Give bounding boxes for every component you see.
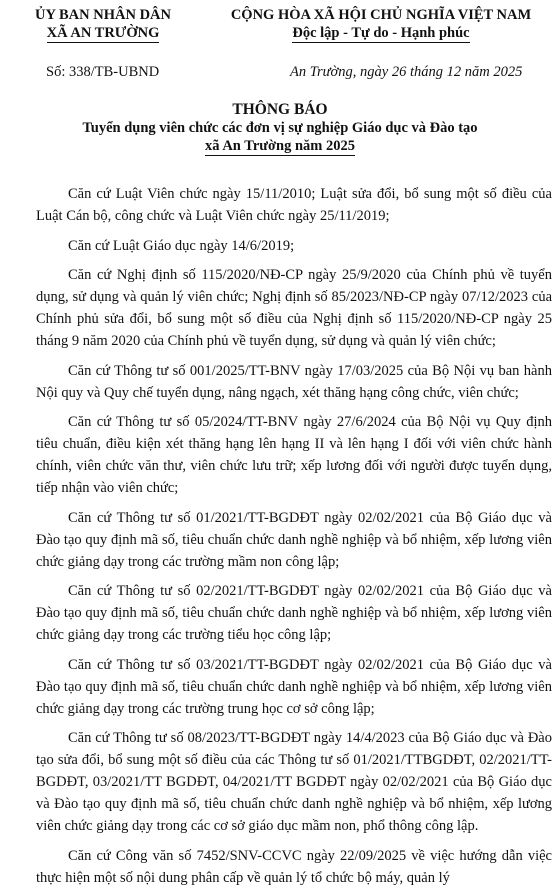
legal-basis-paragraph: Căn cứ Thông tư số 01/2021/TT-BGDĐT ngày 02/02/2021 của Bộ Giáo dục và Đào tạo quy định mã số, tiêu chuẩn chức danh nghề nghiệp và bổ nhiệm, xếp lương viên chức giảng dạy trong các trường mầm non công lập; <box>36 509 552 570</box>
document-body <box>36 183 552 896</box>
document-date: An Trường, ngày 26 tháng 12 năm 2025 <box>290 64 523 80</box>
legal-basis-paragraph: Căn cứ Công văn số 7452/SNV-CCVC ngày 22/09/2025 về việc hướng dẫn việc thực hiện một số nội dung phân cấp về quản lý tổ chức bộ máy, quản lý <box>36 847 552 886</box>
document-number: Số: 338/TB-UBND <box>46 64 160 80</box>
motto-line-1: CỘNG HÒA XÃ HỘI CHỦ NGHĨA VIỆT NAM <box>230 7 532 23</box>
legal-basis-paragraph: Căn cứ Thông tư số 001/2025/TT-BNV ngày 17/03/2025 của Bộ Nội vụ ban hành Nội quy và Quy chế tuyển dụng, nâng ngạch, xét thăng hạng công chức, viên chức; <box>36 362 552 401</box>
title-line-1: THÔNG BÁO <box>232 101 328 118</box>
legal-basis-paragraph: Căn cứ Nghị định số 115/2020/NĐ-CP ngày 25/9/2020 của Chính phủ về tuyển dụng, sử dụng và quản lý viên chức; Nghị định số 85/2023/NĐ-CP ngày 07/12/2023 của Chính phủ sửa đổi, bổ sung một số điều của Nghị định số 115/2020/NĐ-CP ngày 25 tháng 9 năm 2020 của Chính phủ về tuyển dụng, sử dụng và quản lý viên chức; <box>36 267 552 349</box>
legal-basis-paragraph: Căn cứ Thông tư số 05/2024/TT-BNV ngày 27/6/2024 của Bộ Nội vụ Quy định tiêu chuẩn, điều kiện xét thăng hạng lên hạng II và lên hạng I đối với viên chức hành chính, viên chức văn thư, viên chức lưu trữ; xếp lương đối với người được tuyển dụng, tiếp nhận vào viên chức; <box>36 414 552 496</box>
title-line-2: Tuyển dụng viên chức các đơn vị sự nghiệp Giáo dục và Đào tạo <box>82 120 478 136</box>
legal-basis-paragraph: Căn cứ Luật Giáo dục ngày 14/6/2019; <box>68 237 295 254</box>
legal-basis-paragraph: Căn cứ Thông tư số 02/2021/TT-BGDĐT ngày 02/02/2021 của Bộ Giáo dục và Đào tạo quy định mã số, tiêu chuẩn chức danh nghề nghiệp và bổ nhiệm, xếp lương viên chức giảng dạy trong các trường tiểu học công lập; <box>36 583 552 643</box>
national-motto <box>210 6 552 43</box>
title-line-3: xã An Trường năm 2025 <box>205 138 355 154</box>
agency-line-1: ỦY BAN NHÂN DÂN <box>34 7 171 23</box>
issuing-agency <box>14 6 192 43</box>
motto-line-2: Độc lập - Tự do - Hạnh phúc <box>292 25 470 41</box>
legal-basis-paragraph: Căn cứ Luật Viên chức ngày 15/11/2010; Luật sửa đổi, bổ sung một số điều của Luật Cán bộ, công chức và Luật Viên chức ngày 25/11/2019; <box>36 186 552 224</box>
legal-basis-paragraph: Căn cứ Thông tư số 08/2023/TT-BGDĐT ngày 14/4/2023 của Bộ Giáo dục và Đào tạo sửa đổi, bổ sung một số điều của các Thông tư số 01/2021/TTBGDĐT, 02/2021/TT- BGDĐT, 03/2021/TT BGDĐT, 04/2021/TT BGDĐT ngày 02/02/2021 của Bộ Giáo dục và Đào tạo quy định mã số, tiêu chuẩn chức danh nghề nghiệp và bổ nhiệm, xếp lương viên chức giảng dạy trong các cơ sở giáo dục mầm non, phổ thông công lập. <box>36 730 552 834</box>
legal-basis-paragraph: Căn cứ Thông tư số 03/2021/TT-BGDĐT ngày 02/02/2021 của Bộ Giáo dục và Đào tạo quy định mã số, tiêu chuẩn chức danh nghề nghiệp và bổ nhiệm, xếp lương viên chức giảng dạy trong các trường trung học cơ sở công lập; <box>36 656 552 717</box>
agency-line-2: XÃ AN TRƯỜNG <box>46 25 160 41</box>
document-title <box>0 101 560 156</box>
